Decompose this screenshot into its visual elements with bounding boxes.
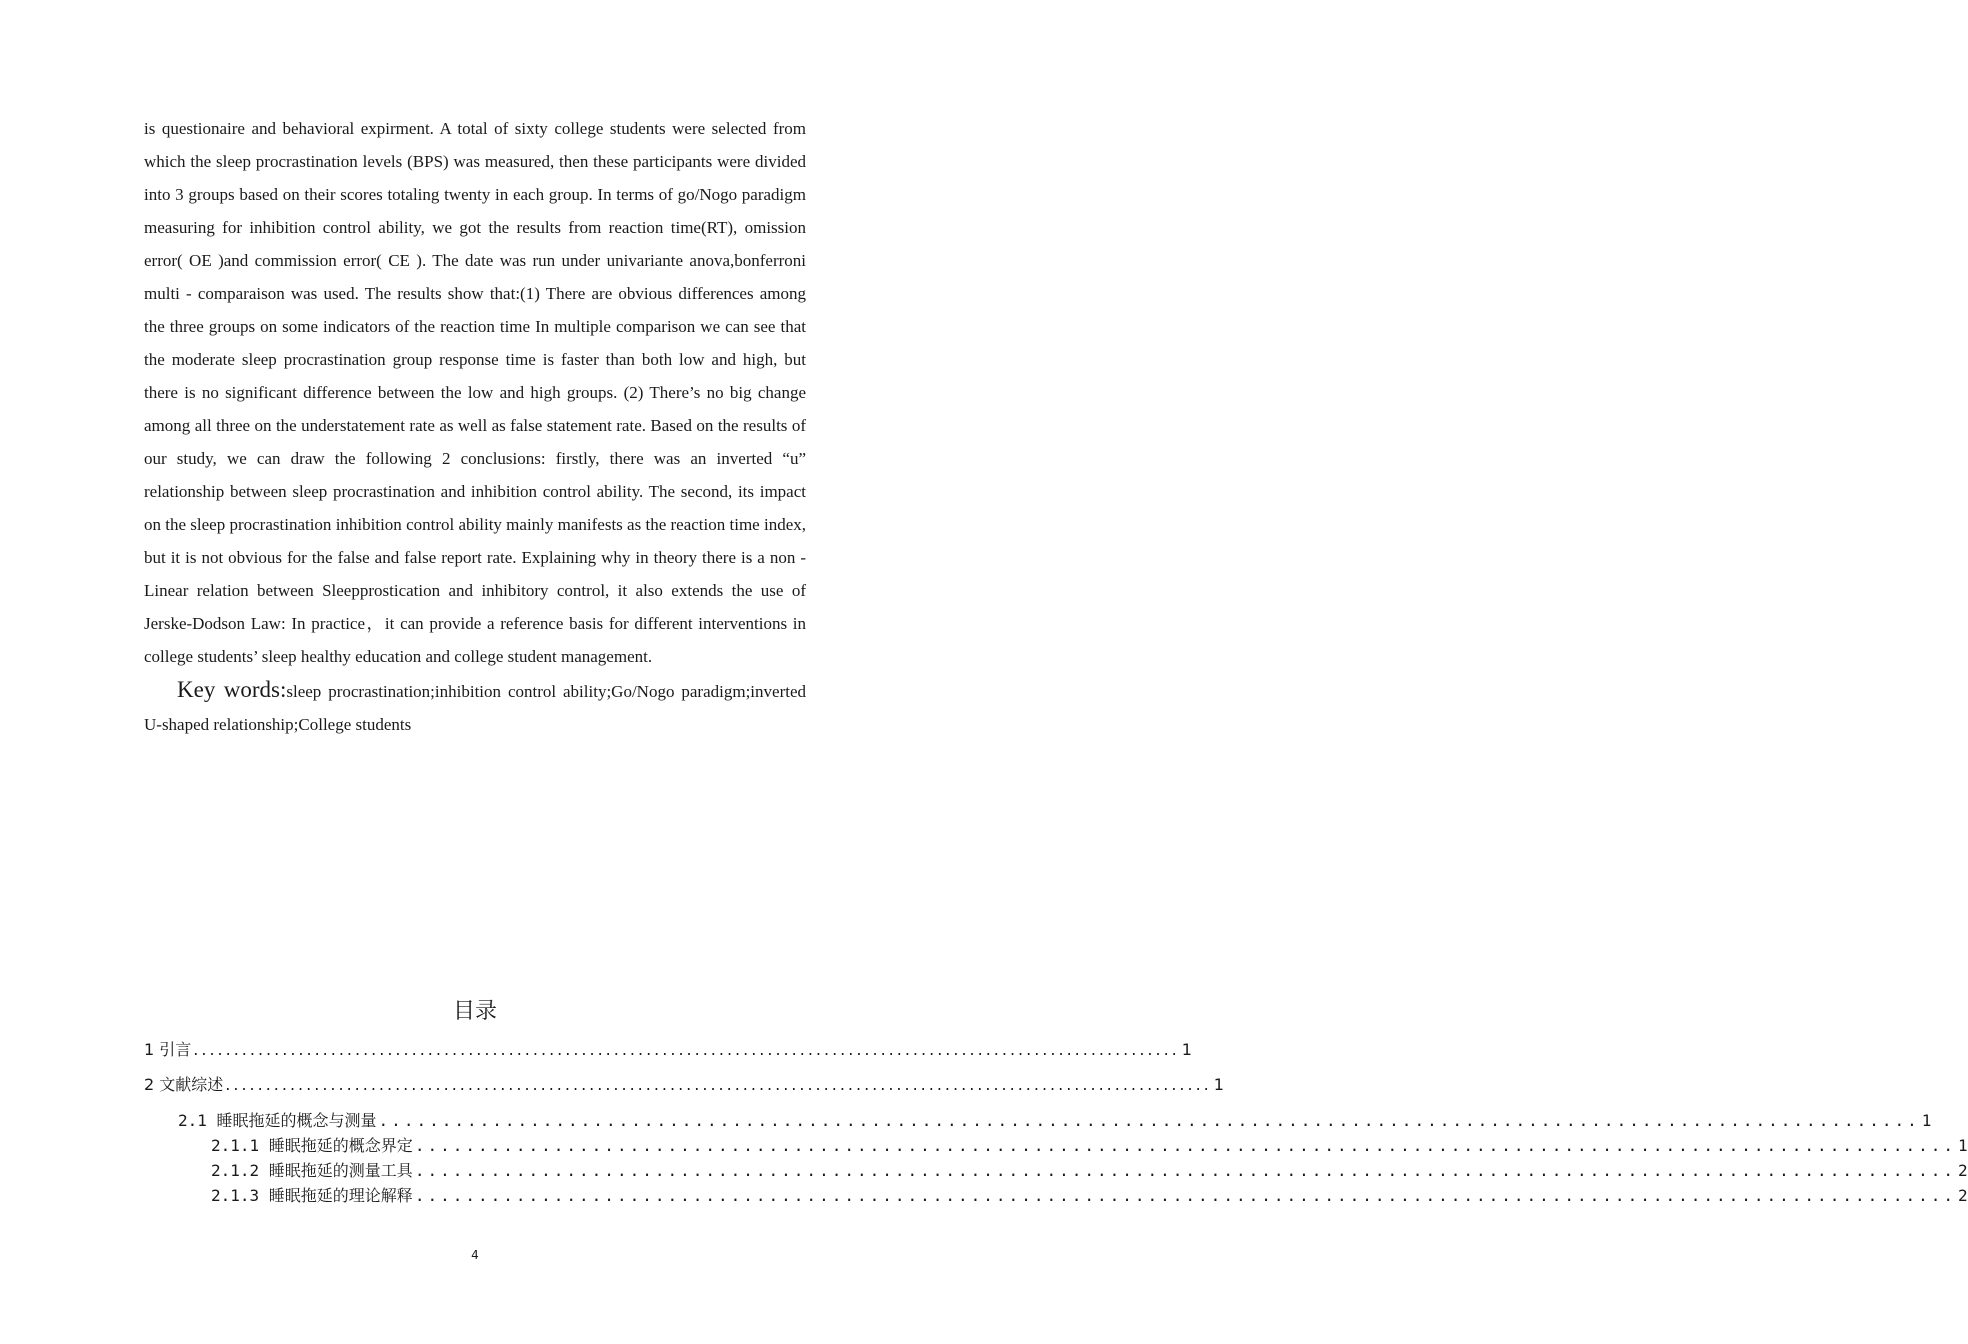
toc-entry[interactable]	[144, 1037, 1192, 1060]
page-number: 4	[471, 1248, 479, 1262]
toc-entry[interactable]	[211, 1133, 1968, 1156]
toc-entry-page: 1	[1921, 1111, 1932, 1130]
abstract-section	[144, 112, 806, 741]
toc-title: 目录	[452, 999, 497, 1024]
toc-entry-label: 2.1.1 睡眠拖延的概念界定	[211, 1136, 413, 1155]
toc-entry-label: 2.1.2 睡眠拖延的测量工具	[211, 1161, 413, 1180]
toc-leader-dots: ..........................................................................................................................	[225, 1075, 1212, 1094]
toc-entry-page: 2	[1958, 1186, 1968, 1205]
keywords-label: Key words:	[177, 677, 287, 702]
toc-leader-dots: ..........................................................................................................................	[414, 1161, 1957, 1180]
toc-entry[interactable]	[211, 1183, 1968, 1206]
toc-entry-label: 1 引言	[144, 1040, 192, 1059]
toc-entry-page: 1	[1181, 1040, 1192, 1059]
toc-leader-dots: ..........................................................................................................................	[414, 1186, 1957, 1205]
toc-entry[interactable]	[144, 1072, 1224, 1095]
toc-entry-label: 2.1.3 睡眠拖延的理论解释	[211, 1186, 413, 1205]
toc-entry-page: 1	[1213, 1075, 1224, 1094]
toc-entry-page: 2	[1958, 1161, 1968, 1180]
keywords-line	[144, 673, 806, 741]
toc-leader-dots: ..........................................................................................................................	[193, 1040, 1180, 1059]
toc-leader-dots: ..........................................................................................................................	[414, 1136, 1957, 1155]
toc-entry[interactable]	[211, 1158, 1968, 1181]
toc-entry[interactable]	[178, 1108, 1932, 1131]
toc-entry-label: 2 文献综述	[144, 1075, 224, 1094]
toc-entry-page: 1	[1958, 1136, 1968, 1155]
abstract-paragraph: is questionaire and behavioral expirment. A total of sixty college students were selected from which the sleep procrastination levels (BPS) was measured, then these participants were divided into 3 groups based on their scores totaling twenty in each group. In terms of go/Nogo paradigm measuring for inhibition control ability, we got the results from reaction time(RT), omission error( OE )and commission error( CE ). The date was run under univariante anova,bonferroni multi - comparaison was used. The results show that:(1) There are obvious differences among the three groups on some indicators of the reaction time In multiple comparison we can see that the moderate sleep procrastination group response time is faster than both low and high, but there is no significant difference between the low and high groups. (2) There’s no big change among all three on the understatement rate as well as false statement rate. Based on the results of our study, we can draw the following 2 conclusions: firstly, there was an inverted “u” relationship between sleep procrastination and inhibition control ability. The second, its impact on the sleep procrastination inhibition control ability mainly manifests as the reaction time index, but it is not obvious for the false and false report rate. Explaining why in theory there is a non - Linear relation between Sleepprostication and inhibitory control, it also extends the use of Jerske-Dodson Law: In practice，it can provide a reference basis for different interventions in college students’ sleep healthy education and college student management.	[144, 119, 806, 666]
toc-leader-dots: ..........................................................................................................................	[378, 1111, 1920, 1130]
toc-entry-label: 2.1 睡眠拖延的概念与测量	[178, 1111, 377, 1130]
keywords-text: sleep procrastination;inhibition control ability;Go/Nogo paradigm;inverted U-shaped relationship;College students	[144, 682, 806, 734]
